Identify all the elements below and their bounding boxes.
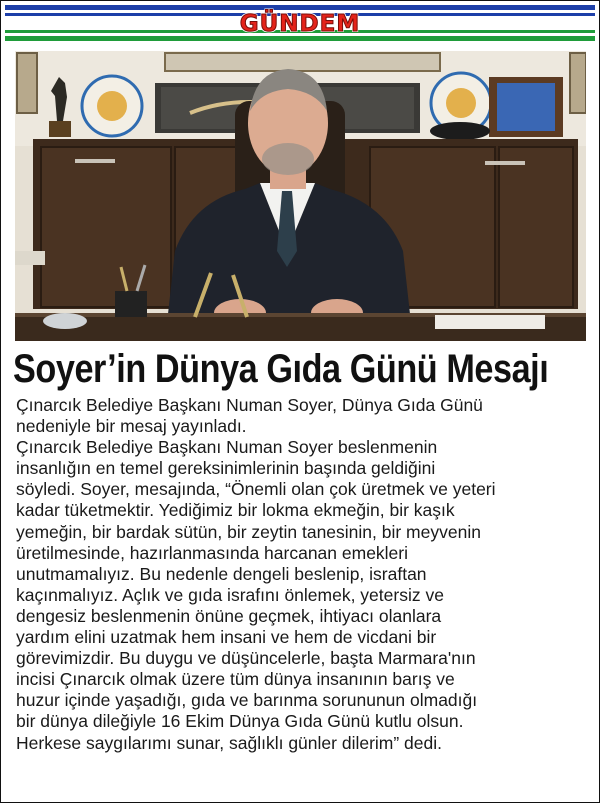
article-body-line: huzur içinde yaşadığı, gıda ve barınma sorununun olmadığı — [16, 690, 478, 711]
article-body-line: incisi Çınarcık olmak üzere tüm dünya insanının barış ve — [16, 669, 455, 690]
article-body-line: Herkese saygılarımı sunar, sağlıklı günler dilerim” dedi. — [16, 732, 443, 753]
article-body-line: üretilmesinde, hazırlanmasında harcanan emekleri — [16, 542, 409, 563]
article-body-line: kaçınmalıyız. Açlık ve gıda israfını önlemek, yetersiz ve — [16, 584, 444, 605]
section-header-band — [5, 5, 595, 41]
article-body-line: unutmamalıyız. Bu nedenle dengeli beslenip, israftan — [16, 563, 427, 584]
article-body-line: Çınarcık Belediye Başkanı Numan Soyer beslenmenin — [16, 437, 438, 458]
article-body-line: nedeniyle bir mesaj yayınladı. — [16, 416, 247, 437]
article-body-line: Çınarcık Belediye Başkanı Numan Soyer, Dünya Gıda Günü — [16, 395, 483, 415]
office-portrait-illustration — [15, 51, 586, 341]
article-body-line: insanlığın en temel gereksinimlerinin başında geldiğini — [16, 458, 436, 479]
article-photo — [15, 51, 586, 341]
article-body-line: görevimizdir. Bu duygu ve düşüncelerle, başta Marmara'nın — [16, 648, 476, 669]
article-body — [16, 395, 596, 754]
article-body-line: dengesiz beslenmenin önüne geçmek, ihtiyacı olanlara — [16, 605, 442, 626]
article-headline: Soyer’in Dünya Gıda Günü Mesajı — [13, 347, 549, 391]
article-body-line: söyledi. Soyer, mesajında, “Önemli olan çok üretmek ve yeteri — [16, 479, 496, 500]
article-body-line: yemeğin, bir bardak sütün, bir zeytin tanesinin, bir meyvenin — [16, 521, 481, 542]
article-body-line: yardım elini uzatmak hem insani ve hem de vicdani bir — [16, 627, 437, 648]
article-body-line: bir dünya dileğiyle 16 Ekim Dünya Gıda Günü kutlu olsun. — [16, 711, 464, 732]
article-body-line: kadar tüketmektir. Yediğimiz bir lokma ekmeğin, bir kaşık — [16, 500, 455, 521]
section-title: GÜNDEM — [239, 11, 361, 37]
